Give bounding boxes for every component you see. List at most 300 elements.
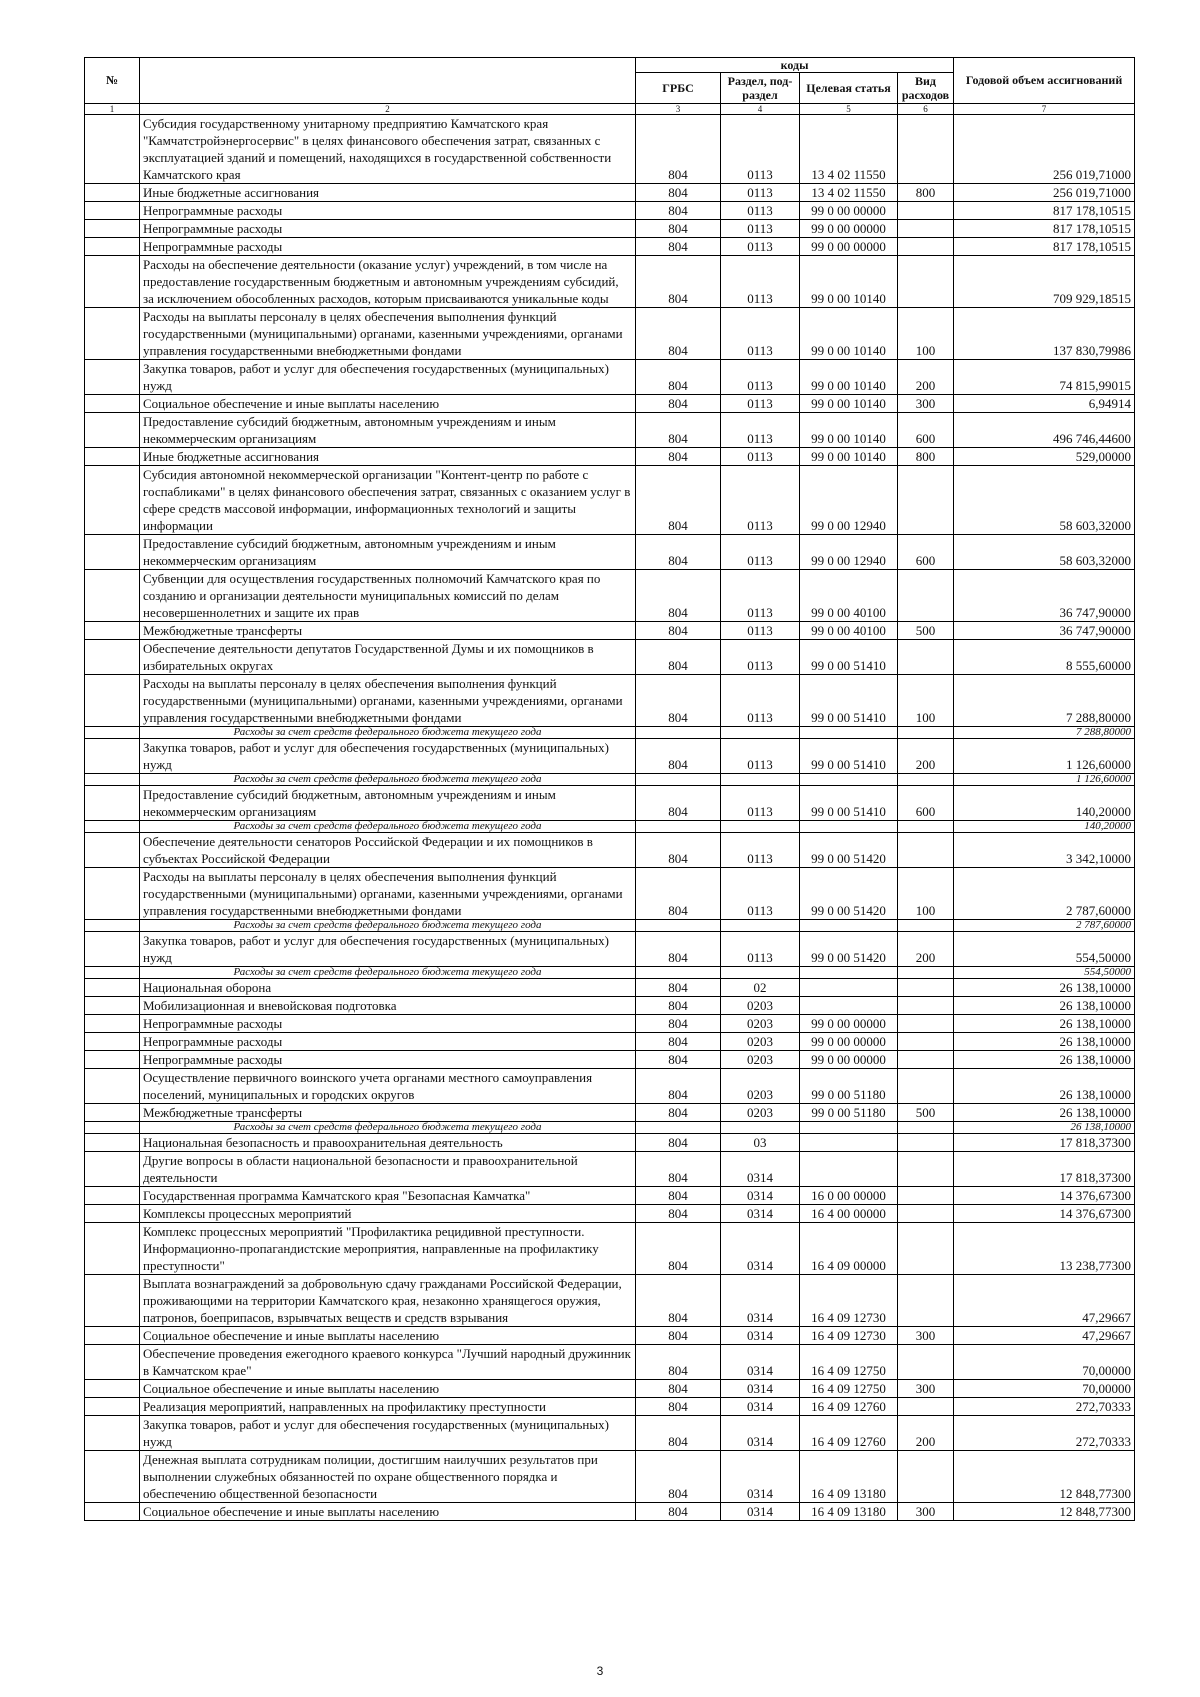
row-name-cell: Расходы за счет средств федерального бюджета текущего года: [140, 727, 636, 739]
row-razdel-cell: 0113: [721, 868, 800, 920]
row-grbs-cell: 804: [636, 1451, 721, 1503]
row-expense-type-cell: 300: [898, 1503, 954, 1521]
row-expense-type-cell: 300: [898, 395, 954, 413]
row-amount-cell: 17 818,37300: [954, 1152, 1135, 1187]
row-target-article-cell: 99 0 00 10140: [800, 360, 898, 395]
row-target-article-cell: 13 4 02 11550: [800, 184, 898, 202]
row-number-cell: [85, 1205, 140, 1223]
row-expense-type-cell: 500: [898, 1104, 954, 1122]
row-grbs-cell: 804: [636, 1275, 721, 1327]
row-number-cell: [85, 1416, 140, 1451]
row-name-cell: Расходы на выплаты персоналу в целях обеспечения выполнения функций государственными (муниципальными) органами, казенными учреждениями, органами управления государственными внебюджетными фондами: [140, 868, 636, 920]
row-grbs-cell: 804: [636, 1205, 721, 1223]
table-row: [85, 202, 1135, 220]
row-number-cell: [85, 1398, 140, 1416]
row-razdel-cell: 0113: [721, 395, 800, 413]
row-razdel-cell: 0203: [721, 997, 800, 1015]
row-expense-type-cell: [898, 979, 954, 997]
row-expense-type-cell: [898, 202, 954, 220]
header-number: №: [85, 58, 140, 104]
column-number: 1: [85, 104, 140, 115]
row-grbs-cell: 804: [636, 1033, 721, 1051]
row-number-cell: [85, 920, 140, 932]
table-row: [85, 1069, 1135, 1104]
row-razdel-cell: [721, 774, 800, 786]
table-row: [85, 466, 1135, 535]
row-amount-cell: 47,29667: [954, 1275, 1135, 1327]
row-number-cell: [85, 821, 140, 833]
row-number-cell: [85, 1069, 140, 1104]
row-number-cell: [85, 535, 140, 570]
row-razdel-cell: 0203: [721, 1069, 800, 1104]
row-name-cell: Субвенции для осуществления государственных полномочий Камчатского края по созданию и организации деятельности муниципальных комиссий по делам несовершеннолетних и защите их прав: [140, 570, 636, 622]
row-expense-type-cell: [898, 1451, 954, 1503]
row-amount-cell: 256 019,71000: [954, 115, 1135, 184]
table-row: [85, 220, 1135, 238]
row-expense-type-cell: 800: [898, 448, 954, 466]
row-razdel-cell: 0113: [721, 360, 800, 395]
row-name-cell: Расходы на обеспечение деятельности (оказание услуг) учреждений, в том числе на предоставление государственным бюджетным и автономным учреждениям субсидий, за исключением обособленных расходов, которым присваиваются уникальные коды: [140, 256, 636, 308]
row-amount-cell: 140,20000: [954, 786, 1135, 821]
table-row: [85, 622, 1135, 640]
row-target-article-cell: [800, 774, 898, 786]
row-number-cell: [85, 1503, 140, 1521]
header-celevaya: Целевая статья: [800, 73, 898, 104]
row-number-cell: [85, 115, 140, 184]
row-expense-type-cell: 800: [898, 184, 954, 202]
row-target-article-cell: 99 0 00 10140: [800, 395, 898, 413]
row-target-article-cell: 16 4 09 13180: [800, 1503, 898, 1521]
row-amount-cell: 3 342,10000: [954, 833, 1135, 868]
row-grbs-cell: [636, 1122, 721, 1134]
table-row: [85, 413, 1135, 448]
row-expense-type-cell: [898, 1051, 954, 1069]
column-number: 3: [636, 104, 721, 115]
row-razdel-cell: 0113: [721, 739, 800, 774]
row-grbs-cell: 804: [636, 238, 721, 256]
row-expense-type-cell: [898, 821, 954, 833]
row-grbs-cell: 804: [636, 868, 721, 920]
row-razdel-cell: 0113: [721, 833, 800, 868]
row-amount-cell: 7 288,80000: [954, 675, 1135, 727]
federal-budget-row: [85, 1122, 1135, 1134]
row-grbs-cell: 804: [636, 1398, 721, 1416]
row-grbs-cell: 804: [636, 570, 721, 622]
row-expense-type-cell: [898, 967, 954, 979]
row-amount-cell: 26 138,10000: [954, 997, 1135, 1015]
row-target-article-cell: 16 4 09 12750: [800, 1380, 898, 1398]
row-amount-cell: 1 126,60000: [954, 774, 1135, 786]
table-row: [85, 448, 1135, 466]
row-expense-type-cell: [898, 1134, 954, 1152]
row-number-cell: [85, 202, 140, 220]
row-amount-cell: 70,00000: [954, 1380, 1135, 1398]
row-expense-type-cell: [898, 1223, 954, 1275]
row-expense-type-cell: [898, 1345, 954, 1380]
row-amount-cell: 7 288,80000: [954, 727, 1135, 739]
row-grbs-cell: 804: [636, 1187, 721, 1205]
row-amount-cell: 17 818,37300: [954, 1134, 1135, 1152]
row-razdel-cell: [721, 967, 800, 979]
row-razdel-cell: [721, 727, 800, 739]
row-grbs-cell: [636, 821, 721, 833]
row-target-article-cell: [800, 821, 898, 833]
table-row: [85, 833, 1135, 868]
row-number-cell: [85, 1327, 140, 1345]
row-amount-cell: 709 929,18515: [954, 256, 1135, 308]
table-row: [85, 1187, 1135, 1205]
row-amount-cell: 554,50000: [954, 967, 1135, 979]
header-razdel: Раздел, под-раздел: [721, 73, 800, 104]
row-amount-cell: 58 603,32000: [954, 466, 1135, 535]
row-grbs-cell: 804: [636, 220, 721, 238]
row-number-cell: [85, 1051, 140, 1069]
row-target-article-cell: 99 0 00 00000: [800, 1033, 898, 1051]
row-amount-cell: 26 138,10000: [954, 1051, 1135, 1069]
row-name-cell: Непрограммные расходы: [140, 238, 636, 256]
row-name-cell: Комплекс процессных мероприятий "Профилактика рецидивной преступности. Информационно-пропагандистские мероприятия, направленные на профилактику преступности": [140, 1223, 636, 1275]
federal-budget-row: [85, 967, 1135, 979]
row-amount-cell: 47,29667: [954, 1327, 1135, 1345]
row-amount-cell: 26 138,10000: [954, 1069, 1135, 1104]
row-number-cell: [85, 238, 140, 256]
row-name-cell: Закупка товаров, работ и услуг для обеспечения государственных (муниципальных) нужд: [140, 932, 636, 967]
row-expense-type-cell: [898, 1015, 954, 1033]
row-amount-cell: 26 138,10000: [954, 1015, 1135, 1033]
row-razdel-cell: 0203: [721, 1015, 800, 1033]
row-grbs-cell: 804: [636, 202, 721, 220]
row-name-cell: Расходы за счет средств федерального бюджета текущего года: [140, 967, 636, 979]
row-grbs-cell: 804: [636, 1134, 721, 1152]
row-grbs-cell: [636, 727, 721, 739]
row-grbs-cell: 804: [636, 739, 721, 774]
row-grbs-cell: 804: [636, 622, 721, 640]
table-row: [85, 739, 1135, 774]
row-number-cell: [85, 1122, 140, 1134]
row-razdel-cell: 0113: [721, 220, 800, 238]
row-name-cell: Расходы за счет средств федерального бюджета текущего года: [140, 920, 636, 932]
row-expense-type-cell: [898, 920, 954, 932]
row-number-cell: [85, 1223, 140, 1275]
row-target-article-cell: 99 0 00 00000: [800, 238, 898, 256]
table-row: [85, 1345, 1135, 1380]
row-amount-cell: 137 830,79986: [954, 308, 1135, 360]
column-number: 6: [898, 104, 954, 115]
row-number-cell: [85, 997, 140, 1015]
row-grbs-cell: 804: [636, 308, 721, 360]
row-target-article-cell: 99 0 00 00000: [800, 1051, 898, 1069]
row-name-cell: Осуществление первичного воинского учета органами местного самоуправления поселений, муниципальных и городских округов: [140, 1069, 636, 1104]
row-expense-type-cell: [898, 238, 954, 256]
row-name-cell: Социальное обеспечение и иные выплаты населению: [140, 395, 636, 413]
row-target-article-cell: 16 4 09 12760: [800, 1398, 898, 1416]
table-row: [85, 1033, 1135, 1051]
row-amount-cell: 554,50000: [954, 932, 1135, 967]
row-name-cell: Национальная безопасность и правоохранительная деятельность: [140, 1134, 636, 1152]
row-amount-cell: 70,00000: [954, 1345, 1135, 1380]
row-expense-type-cell: 200: [898, 739, 954, 774]
row-grbs-cell: 804: [636, 1345, 721, 1380]
row-number-cell: [85, 622, 140, 640]
table-row: [85, 640, 1135, 675]
row-expense-type-cell: 200: [898, 360, 954, 395]
row-name-cell: Межбюджетные трансферты: [140, 622, 636, 640]
row-number-cell: [85, 220, 140, 238]
row-target-article-cell: [800, 1134, 898, 1152]
row-amount-cell: 74 815,99015: [954, 360, 1135, 395]
row-target-article-cell: 99 0 00 10140: [800, 256, 898, 308]
row-razdel-cell: 0113: [721, 640, 800, 675]
row-expense-type-cell: [898, 727, 954, 739]
row-razdel-cell: 0113: [721, 256, 800, 308]
row-grbs-cell: 804: [636, 413, 721, 448]
row-grbs-cell: 804: [636, 786, 721, 821]
table-row: [85, 997, 1135, 1015]
row-target-article-cell: 99 0 00 10140: [800, 448, 898, 466]
row-number-cell: [85, 675, 140, 727]
row-razdel-cell: [721, 1122, 800, 1134]
row-expense-type-cell: 500: [898, 622, 954, 640]
row-razdel-cell: 0113: [721, 238, 800, 256]
row-amount-cell: 2 787,60000: [954, 868, 1135, 920]
row-name-cell: Закупка товаров, работ и услуг для обеспечения государственных (муниципальных) нужд: [140, 739, 636, 774]
row-expense-type-cell: [898, 256, 954, 308]
row-target-article-cell: [800, 967, 898, 979]
row-expense-type-cell: 100: [898, 868, 954, 920]
row-razdel-cell: 0314: [721, 1223, 800, 1275]
table-row: [85, 395, 1135, 413]
row-grbs-cell: 804: [636, 448, 721, 466]
row-razdel-cell: 0113: [721, 535, 800, 570]
row-grbs-cell: 804: [636, 932, 721, 967]
row-razdel-cell: 0113: [721, 570, 800, 622]
row-name-cell: Другие вопросы в области национальной безопасности и правоохранительной деятельности: [140, 1152, 636, 1187]
row-expense-type-cell: [898, 833, 954, 868]
table-row: [85, 1051, 1135, 1069]
header-codes: коды: [636, 58, 954, 73]
row-number-cell: [85, 979, 140, 997]
row-name-cell: Непрограммные расходы: [140, 1051, 636, 1069]
row-target-article-cell: [800, 1152, 898, 1187]
table-row: [85, 1327, 1135, 1345]
row-amount-cell: 36 747,90000: [954, 622, 1135, 640]
row-razdel-cell: 0314: [721, 1451, 800, 1503]
row-expense-type-cell: 200: [898, 1416, 954, 1451]
row-razdel-cell: 0113: [721, 202, 800, 220]
budget-table: [84, 57, 1135, 1521]
row-target-article-cell: 99 0 00 00000: [800, 1015, 898, 1033]
row-number-cell: [85, 1104, 140, 1122]
row-name-cell: Расходы на выплаты персоналу в целях обеспечения выполнения функций государственными (муниципальными) органами, казенными учреждениями, органами управления государственными внебюджетными фондами: [140, 675, 636, 727]
table-row: [85, 786, 1135, 821]
row-name-cell: Национальная оборона: [140, 979, 636, 997]
column-number: 7: [954, 104, 1135, 115]
row-amount-cell: 36 747,90000: [954, 570, 1135, 622]
row-amount-cell: 14 376,67300: [954, 1205, 1135, 1223]
column-numbers-row: [85, 104, 1135, 115]
row-grbs-cell: 804: [636, 1416, 721, 1451]
row-target-article-cell: [800, 920, 898, 932]
row-razdel-cell: 0113: [721, 786, 800, 821]
row-target-article-cell: 99 0 00 10140: [800, 413, 898, 448]
row-razdel-cell: 0314: [721, 1327, 800, 1345]
table-row: [85, 308, 1135, 360]
table-row: [85, 675, 1135, 727]
row-name-cell: Иные бюджетные ассигнования: [140, 184, 636, 202]
federal-budget-row: [85, 774, 1135, 786]
row-grbs-cell: 804: [636, 256, 721, 308]
row-expense-type-cell: [898, 115, 954, 184]
row-expense-type-cell: 600: [898, 535, 954, 570]
row-expense-type-cell: [898, 466, 954, 535]
row-razdel-cell: 0203: [721, 1033, 800, 1051]
row-number-cell: [85, 1345, 140, 1380]
row-target-article-cell: [800, 979, 898, 997]
row-expense-type-cell: 600: [898, 786, 954, 821]
row-grbs-cell: 804: [636, 466, 721, 535]
row-number-cell: [85, 1187, 140, 1205]
table-row: [85, 115, 1135, 184]
row-name-cell: Субсидия автономной некоммерческой организации "Контент-центр по работе с госпабликами" в целях финансового обеспечения затрат, связанных с оказанием услуг в сфере средств массовой информации, информационных технологий и защиты информации: [140, 466, 636, 535]
row-grbs-cell: 804: [636, 1152, 721, 1187]
row-amount-cell: 817 178,10515: [954, 220, 1135, 238]
row-expense-type-cell: [898, 1122, 954, 1134]
row-target-article-cell: 16 4 09 12730: [800, 1327, 898, 1345]
row-target-article-cell: 16 4 09 12760: [800, 1416, 898, 1451]
row-razdel-cell: 0314: [721, 1205, 800, 1223]
row-expense-type-cell: 100: [898, 308, 954, 360]
row-target-article-cell: 16 4 09 00000: [800, 1223, 898, 1275]
row-grbs-cell: 804: [636, 675, 721, 727]
row-razdel-cell: 0113: [721, 115, 800, 184]
row-grbs-cell: 804: [636, 1051, 721, 1069]
row-target-article-cell: 99 0 00 51420: [800, 932, 898, 967]
row-target-article-cell: 99 0 00 51410: [800, 640, 898, 675]
row-amount-cell: 6,94914: [954, 395, 1135, 413]
row-number-cell: [85, 833, 140, 868]
page-number: 3: [596, 1664, 604, 1678]
table-row: [85, 1223, 1135, 1275]
row-amount-cell: 13 238,77300: [954, 1223, 1135, 1275]
row-expense-type-cell: [898, 640, 954, 675]
row-number-cell: [85, 1015, 140, 1033]
row-target-article-cell: 16 4 09 13180: [800, 1451, 898, 1503]
row-razdel-cell: 03: [721, 1134, 800, 1152]
row-amount-cell: 817 178,10515: [954, 238, 1135, 256]
table-body: [85, 115, 1135, 1521]
row-target-article-cell: 16 4 09 12750: [800, 1345, 898, 1380]
row-number-cell: [85, 967, 140, 979]
column-number: 2: [140, 104, 636, 115]
row-number-cell: [85, 1033, 140, 1051]
row-razdel-cell: 0314: [721, 1503, 800, 1521]
row-grbs-cell: 804: [636, 395, 721, 413]
row-razdel-cell: [721, 920, 800, 932]
row-number-cell: [85, 413, 140, 448]
row-name-cell: Денежная выплата сотрудникам полиции, достигшим наилучших результатов при выполнении служебных обязанностей по охране общественного порядка и обеспечению общественной безопасности: [140, 1451, 636, 1503]
row-name-cell: Социальное обеспечение и иные выплаты населению: [140, 1503, 636, 1521]
row-grbs-cell: [636, 774, 721, 786]
row-amount-cell: 529,00000: [954, 448, 1135, 466]
row-razdel-cell: 0314: [721, 1152, 800, 1187]
row-number-cell: [85, 727, 140, 739]
row-expense-type-cell: [898, 1398, 954, 1416]
row-target-article-cell: [800, 1122, 898, 1134]
row-target-article-cell: 99 0 00 10140: [800, 308, 898, 360]
row-name-cell: Предоставление субсидий бюджетным, автономным учреждениям и иным некоммерческим организациям: [140, 786, 636, 821]
row-target-article-cell: 99 0 00 40100: [800, 570, 898, 622]
federal-budget-row: [85, 920, 1135, 932]
row-grbs-cell: 804: [636, 1104, 721, 1122]
row-expense-type-cell: 200: [898, 932, 954, 967]
row-razdel-cell: 0113: [721, 932, 800, 967]
row-number-cell: [85, 1152, 140, 1187]
row-number-cell: [85, 570, 140, 622]
row-expense-type-cell: [898, 1069, 954, 1104]
row-number-cell: [85, 786, 140, 821]
row-grbs-cell: 804: [636, 1015, 721, 1033]
table-row: [85, 1398, 1135, 1416]
row-number-cell: [85, 868, 140, 920]
row-target-article-cell: [800, 997, 898, 1015]
row-target-article-cell: 99 0 00 51410: [800, 675, 898, 727]
row-name-cell: Расходы за счет средств федерального бюджета текущего года: [140, 774, 636, 786]
row-amount-cell: 26 138,10000: [954, 979, 1135, 997]
row-grbs-cell: 804: [636, 1503, 721, 1521]
row-name-cell: Выплата вознаграждений за добровольную сдачу гражданами Российской Федерации, проживающими на территории Камчатского края, незаконно хранящегося оружия, патронов, боеприпасов, взрывчатых веществ и средств взрывания: [140, 1275, 636, 1327]
table-row: [85, 1380, 1135, 1398]
row-amount-cell: 272,70333: [954, 1416, 1135, 1451]
row-grbs-cell: 804: [636, 115, 721, 184]
row-amount-cell: 496 746,44600: [954, 413, 1135, 448]
row-amount-cell: 256 019,71000: [954, 184, 1135, 202]
row-number-cell: [85, 395, 140, 413]
row-target-article-cell: 99 0 00 51420: [800, 833, 898, 868]
table-row: [85, 1416, 1135, 1451]
row-grbs-cell: 804: [636, 184, 721, 202]
table-row: [85, 1104, 1135, 1122]
row-name-cell: Предоставление субсидий бюджетным, автономным учреждениям и иным некоммерческим организациям: [140, 413, 636, 448]
row-grbs-cell: [636, 967, 721, 979]
row-number-cell: [85, 1380, 140, 1398]
row-target-article-cell: 99 0 00 51410: [800, 786, 898, 821]
row-target-article-cell: 99 0 00 00000: [800, 202, 898, 220]
row-name-cell: Обеспечение проведения ежегодного краевого конкурса "Лучший народный дружинник в Камчатском крае": [140, 1345, 636, 1380]
row-razdel-cell: 0314: [721, 1187, 800, 1205]
row-name-cell: Непрограммные расходы: [140, 202, 636, 220]
table-row: [85, 1015, 1135, 1033]
row-number-cell: [85, 1275, 140, 1327]
row-amount-cell: 12 848,77300: [954, 1503, 1135, 1521]
table-row: [85, 535, 1135, 570]
row-expense-type-cell: [898, 1187, 954, 1205]
federal-budget-row: [85, 821, 1135, 833]
row-target-article-cell: 16 0 00 00000: [800, 1187, 898, 1205]
row-number-cell: [85, 466, 140, 535]
row-target-article-cell: 99 0 00 51180: [800, 1104, 898, 1122]
row-expense-type-cell: [898, 1205, 954, 1223]
row-expense-type-cell: [898, 570, 954, 622]
row-razdel-cell: 0113: [721, 466, 800, 535]
row-name-cell: Социальное обеспечение и иные выплаты населению: [140, 1327, 636, 1345]
row-razdel-cell: 0314: [721, 1398, 800, 1416]
table-row: [85, 932, 1135, 967]
row-amount-cell: 14 376,67300: [954, 1187, 1135, 1205]
row-name-cell: Расходы за счет средств федерального бюджета текущего года: [140, 1122, 636, 1134]
row-grbs-cell: 804: [636, 640, 721, 675]
header-grbs: ГРБС: [636, 73, 721, 104]
table-row: [85, 1205, 1135, 1223]
